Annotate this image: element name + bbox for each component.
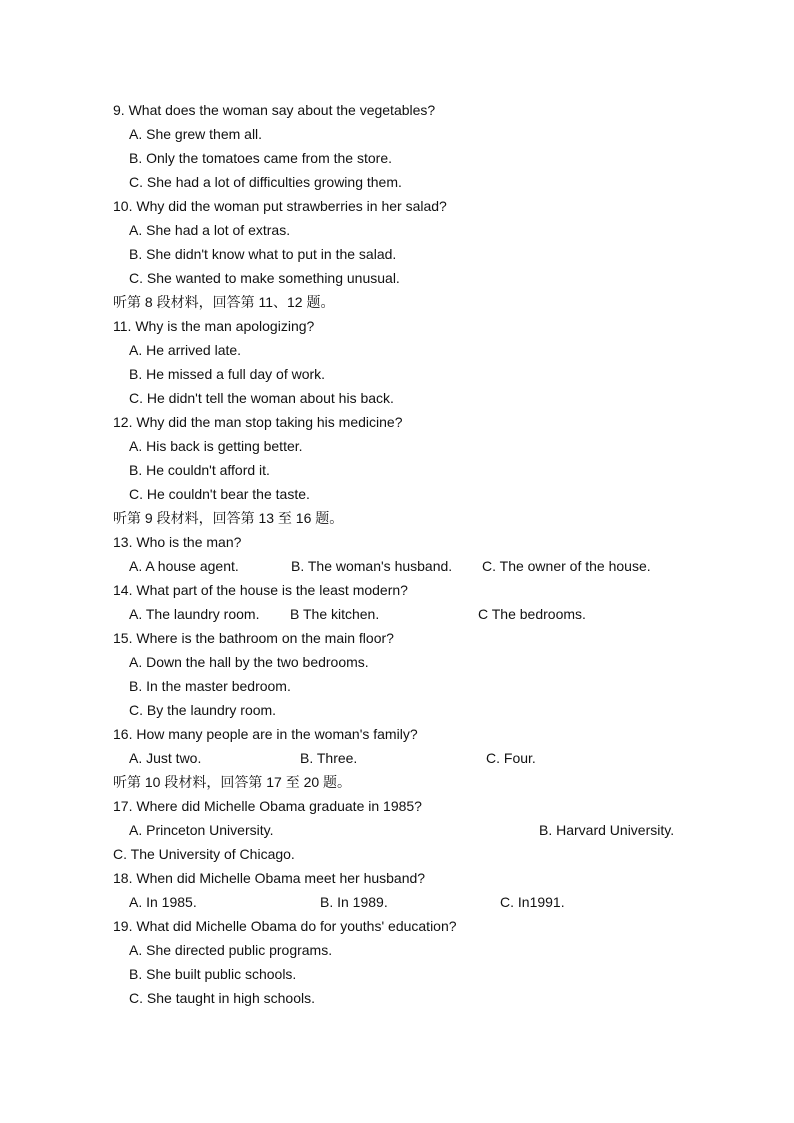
- question-10-option-c: C. She wanted to make something unusual.: [129, 270, 400, 286]
- question-9-option-b: B. Only the tomatoes came from the store.: [129, 150, 392, 166]
- question-13-option-c: C. The owner of the house.: [482, 558, 651, 574]
- question-9-option-a: A. She grew them all.: [129, 126, 263, 142]
- question-12-option-b: B. He couldn't afford it.: [129, 462, 270, 478]
- question-16-option-c: C. Four.: [486, 750, 536, 766]
- question-14-stem: 14. What part of the house is the least modern?: [113, 582, 408, 598]
- question-11-option-b: B. He missed a full day of work.: [129, 366, 326, 382]
- question-18-option-b: B. In 1989.: [320, 894, 388, 910]
- question-11-option-a: A. He arrived late.: [129, 342, 242, 358]
- question-14-option-b: B The kitchen.: [290, 606, 380, 622]
- question-19-option-b: B. She built public schools.: [129, 966, 297, 982]
- question-11-option-c: C. He didn't tell the woman about his back.: [129, 390, 394, 406]
- question-9-option-c: C. She had a lot of difficulties growing them.: [129, 174, 402, 190]
- question-17-option-b: B. Harvard University.: [539, 822, 675, 838]
- question-18-option-c: C. In1991.: [500, 894, 565, 910]
- section-8-heading: 听第 8 段材料，回答第 11、12 题。: [113, 294, 335, 310]
- question-17-stem: 17. Where did Michelle Obama graduate in 1985?: [113, 798, 422, 814]
- question-19-option-c: C. She taught in high schools.: [129, 990, 316, 1006]
- question-13-stem: 13. Who is the man?: [113, 534, 242, 550]
- question-18-stem: 18. When did Michelle Obama meet her husband?: [113, 870, 426, 886]
- question-14-option-c: C The bedrooms.: [478, 606, 586, 622]
- question-10-option-b: B. She didn't know what to put in the salad.: [129, 246, 397, 262]
- question-10-option-a: A. She had a lot of extras.: [129, 222, 291, 238]
- question-18-option-a: A. In 1985.: [129, 894, 197, 910]
- section-10-heading: 听第 10 段材料，回答第 17 至 20 题。: [113, 774, 352, 790]
- question-9-stem: 9. What does the woman say about the vegetables?: [113, 102, 436, 118]
- question-11-stem: 11. Why is the man apologizing?: [113, 318, 315, 334]
- question-17-option-c: C. The University of Chicago.: [113, 846, 295, 862]
- section-9-heading: 听第 9 段材料，回答第 13 至 16 题。: [113, 510, 344, 526]
- question-13-option-a: A. A house agent.: [129, 558, 239, 574]
- question-17-option-a: A. Princeton University.: [129, 822, 274, 838]
- question-15-stem: 15. Where is the bathroom on the main floor?: [113, 630, 394, 646]
- question-10-stem: 10. Why did the woman put strawberries in her salad?: [113, 198, 447, 214]
- question-13-option-b: B. The woman's husband.: [291, 558, 453, 574]
- question-14-option-a: A. The laundry room.: [129, 606, 260, 622]
- question-19-option-a: A. She directed public programs.: [129, 942, 333, 958]
- question-16-option-a: A. Just two.: [129, 750, 202, 766]
- question-16-stem: 16. How many people are in the woman's family?: [113, 726, 418, 742]
- question-15-option-c: C. By the laundry room.: [129, 702, 277, 718]
- question-15-option-a: A. Down the hall by the two bedrooms.: [129, 654, 369, 670]
- question-15-option-b: B. In the master bedroom.: [129, 678, 291, 694]
- question-19-stem: 19. What did Michelle Obama do for youths' education?: [113, 918, 457, 934]
- question-12-stem: 12. Why did the man stop taking his medicine?: [113, 414, 403, 430]
- question-12-option-c: C. He couldn't bear the taste.: [129, 486, 310, 502]
- question-12-option-a: A. His back is getting better.: [129, 438, 303, 454]
- question-16-option-b: B. Three.: [300, 750, 358, 766]
